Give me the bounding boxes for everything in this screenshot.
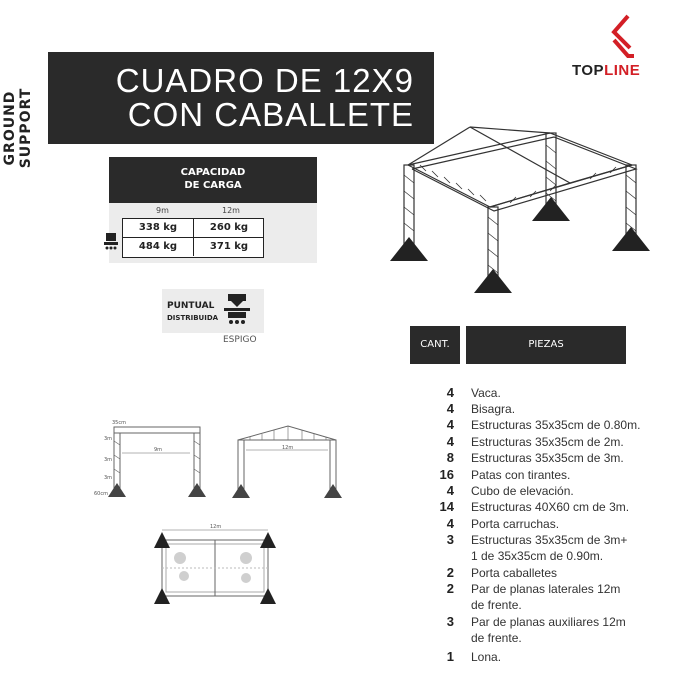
topline-logo-icon — [608, 14, 636, 60]
capacity-header — [109, 157, 317, 203]
capacity-cell: 260 kg — [209, 222, 249, 233]
title-block — [48, 52, 434, 144]
item-desc-cont: de frente. — [471, 631, 522, 645]
title-line-2: CON CABALLETE — [127, 96, 414, 133]
title-line-1: CUADRO DE 12X9 — [115, 62, 414, 99]
capacity-cell: 484 kg — [138, 241, 178, 252]
side-view-diagram — [228, 420, 348, 500]
item-qty: 4 — [446, 516, 454, 531]
legend-puntual: PUNTUAL — [167, 301, 215, 311]
side-label: GROUND SUPPORT — [2, 87, 34, 169]
item-qty: 2 — [446, 581, 454, 596]
item-desc: Patas con tirantes. — [471, 468, 571, 482]
item-desc: Lona. — [471, 650, 502, 664]
front-dim-height: 3m — [104, 475, 113, 481]
item-qty: 3 — [446, 614, 454, 629]
table-divider — [123, 237, 263, 238]
item-desc: Estructuras 35x35cm de 3m. — [471, 451, 624, 465]
item-desc-cont: de frente. — [471, 598, 522, 612]
item-desc: Estructuras 40X60 cm de 3m. — [471, 500, 630, 514]
load-type-icon — [224, 294, 250, 328]
item-qty: 4 — [446, 434, 454, 449]
logo-line: LINE — [604, 62, 641, 79]
item-qty: 3 — [446, 532, 454, 547]
side-dim-span: 12m — [282, 445, 294, 451]
front-dim-span: 9m — [154, 447, 163, 453]
legend-distribuida: DISTRIBUIDA — [167, 314, 219, 322]
item-qty: 4 — [446, 401, 454, 416]
item-desc: Estructuras 35x35cm de 3m+ — [471, 533, 628, 547]
item-desc: Estructuras 35x35cm de 2m. — [471, 435, 624, 449]
item-qty: 4 — [446, 385, 454, 400]
item-qty: 1 — [446, 649, 454, 664]
capacity-cell: 371 kg — [209, 241, 249, 252]
capacity-col-12m: 12m — [222, 206, 240, 215]
item-desc: Cubo de elevación. — [471, 484, 574, 498]
distributed-load-icon — [104, 233, 118, 253]
legend-espigo: ESPIGO — [223, 335, 257, 345]
item-desc: Bisagra. — [471, 402, 516, 416]
front-dim-base: 60cm — [94, 491, 108, 497]
capacity-table — [122, 218, 264, 258]
item-qty: 4 — [446, 483, 454, 498]
capacity-cell: 338 kg — [138, 222, 178, 233]
structure-3d-illustration — [400, 125, 650, 300]
item-qty: 4 — [446, 417, 454, 432]
item-qty: 8 — [446, 450, 454, 465]
capacity-header-line-1: CAPACIDAD — [180, 167, 246, 178]
header-pieces: PIEZAS — [466, 326, 626, 364]
item-desc: Estructuras 35x35cm de 0.80m. — [471, 418, 641, 432]
item-qty: 2 — [446, 565, 454, 580]
item-desc: Par de planas laterales 12m — [471, 582, 621, 596]
logo-wordmark — [572, 62, 640, 79]
item-desc: Par de planas auxiliares 12m — [471, 615, 626, 629]
item-desc: Porta carruchas. — [471, 517, 560, 531]
top-dim-span: 12m — [210, 524, 222, 530]
top-view-diagram — [150, 518, 280, 600]
item-qty: 16 — [439, 467, 454, 482]
front-view-diagram — [92, 415, 212, 500]
capacity-col-9m: 9m — [156, 206, 169, 215]
header-quantity: CANT. — [410, 326, 460, 364]
logo-top: TOP — [572, 62, 605, 79]
front-dim-height: 3m — [104, 436, 113, 442]
item-desc: Vaca. — [471, 386, 501, 400]
item-desc: Porta caballetes — [471, 566, 558, 580]
front-dim-height: 3m — [104, 457, 113, 463]
item-qty: 14 — [439, 499, 454, 514]
front-dim-top: 35cm — [112, 420, 126, 426]
item-desc-cont: 1 de 35x35cm de 0.90m. — [471, 549, 604, 563]
capacity-header-line-2: DE CARGA — [184, 180, 242, 191]
